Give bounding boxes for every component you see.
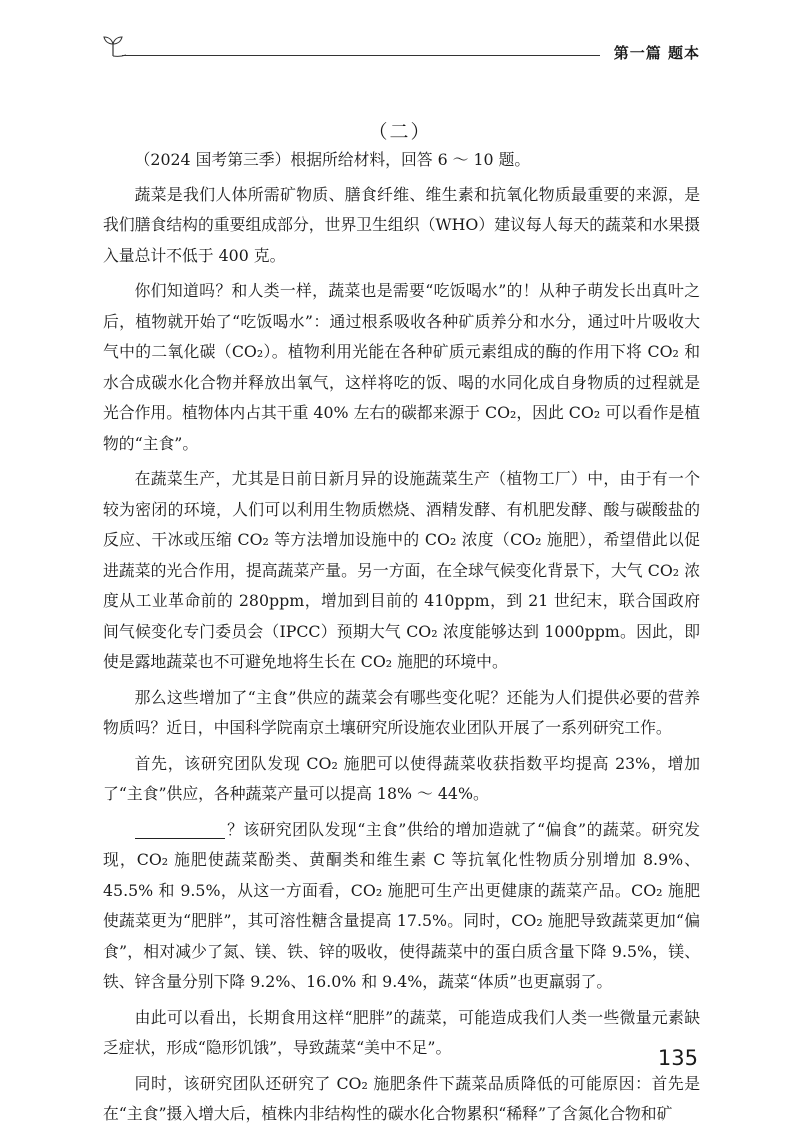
paragraph: 你们知道吗？和人类一样，蔬菜也是需要“吃饭喝水”的！从种子萌发长出真叶之后，植物就开始了“吃饭喝水”：通过根系吸收各种矿质养分和水分，通过叶片吸收大气中的二氧化碳（CO₂）。植物利用光能在各种矿质元素组成的酶的作用下将 CO₂ 和水合成碳水化合物并释放出氧气，这样将吃的饭、喝的水同化成自身物质的过程就是光合作用。植物体内占其干重 40% 左右的碳都来源于 CO₂，因此 CO₂ 可以看作是植物的“主食”。 bbox=[103, 281, 700, 453]
body-text bbox=[103, 145, 700, 1130]
paragraph-text: ？该研究团队发现“主食”供给的增加造就了“偏食”的蔬菜。研究发现，CO₂ 施肥使蔬菜酚类、黄酮类和维生素 C 等抗氧化性物质分别增加 8.9%、45.5% 和 9.5%，从这一方面看，CO₂ 施肥可生产出更健康的蔬菜产品。CO₂ 施肥使蔬菜更为“肥胖”，其可溶性糖含量提高 17.5%。同时，CO₂ 施肥导致蔬菜更加“偏食”，相对减少了氮、镁、铁、锌的吸收，使得蔬菜中的蛋白质含量下降 9.5%，镁、铁、锌含量分别下降 9.2%、16.0% 和 9.4%，蔬菜“体质”也更羸弱了。 bbox=[103, 819, 700, 991]
paragraph: 蔬菜是我们人体所需矿物质、膳食纤维、维生素和抗氧化物质最重要的来源，是我们膳食结构的重要组成部分，世界卫生组织（WHO）建议每人每天的蔬菜和水果摄入量总计不低于 400 克。 bbox=[103, 184, 700, 265]
page-header bbox=[100, 32, 700, 62]
header-rule bbox=[122, 55, 600, 56]
header-title: 第一篇 题本 bbox=[613, 44, 700, 62]
paragraph-with-blank bbox=[103, 815, 700, 998]
section-title: （二） bbox=[368, 121, 432, 143]
paragraph: 在蔬菜生产，尤其是日前日新月异的设施蔬菜生产（植物工厂）中，由于有一个较为密闭的环境，人们可以利用生物质燃烧、酒精发酵、有机肥发酵、酸与碳酸盐的反应、干冰或压缩 CO₂ 等方法增加设施中的 CO₂ 浓度（CO₂ 施肥），希望借此以促进蔬菜的光合作用，提高蔬菜产量。另一方面，在全球气候变化背景下，大气 CO₂ 浓度从工业革命前的 280ppm，增加到目前的 410ppm，到 21 世纪末，联合国政府间气候变化专门委员会（IPCC）预期大气 CO₂ 浓度能够达到 1000ppm。因此，即使是露地蔬菜也不可避免地将生长在 CO₂ 施肥的环境中。 bbox=[103, 469, 700, 671]
paragraph: 首先，该研究团队发现 CO₂ 施肥可以使得蔬菜收获指数平均提高 23%，增加了“主食”供应，各种蔬菜产量可以提高 18% ～ 44%。 bbox=[103, 753, 700, 803]
paragraph: 那么这些增加了“主食”供应的蔬菜会有哪些变化呢？还能为人们提供必要的营养物质吗？近日，中国科学院南京土壤研究所设施农业团队开展了一系列研究工作。 bbox=[103, 687, 700, 737]
paragraph: 同时，该研究团队还研究了 CO₂ 施肥条件下蔬菜品质降低的可能原因：首先是在“主食”摄入增大后，植株内非结构性的碳水化合物累积“稀释”了含氮化合物和矿 bbox=[103, 1073, 700, 1123]
fill-in-blank bbox=[135, 820, 225, 839]
paragraph: 由此可以看出，长期食用这样“肥胖”的蔬菜，可能造成我们人类一些微量元素缺乏症状，形成“隐形饥饿”，导致蔬菜“美中不足”。 bbox=[103, 1007, 700, 1057]
page-number: 135 bbox=[657, 1046, 698, 1070]
question-instruction: （2024 国考第三季）根据所给材料，回答 6 ～ 10 题。 bbox=[134, 150, 531, 169]
